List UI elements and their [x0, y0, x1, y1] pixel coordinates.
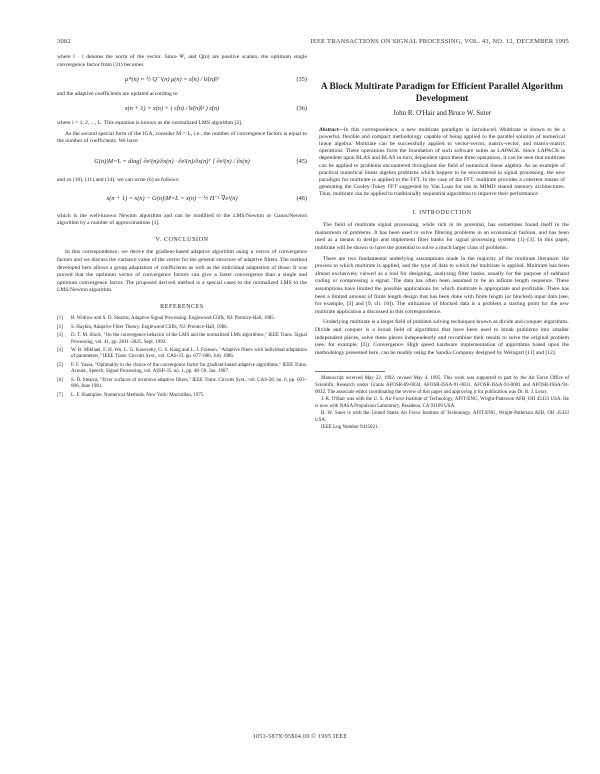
reference-number: [1] [57, 316, 63, 322]
paragraph: which is the well-known Newton algorithm and can be modified to the LMS/Newton or Gauss/Newton algorithm by a number of approximations [1]. [57, 212, 307, 227]
reference-text: S. D. Stearns, "Error surfaces of recursive adaptive filters," IEEE Trans. Circuits Syst., vol. CAS-28, no. 6, pp. 603–606, June 1981. [71, 377, 307, 390]
reference-text: L. F. Shampine, Numerical Methods. New York: Macmillan, 1975. [71, 392, 205, 398]
footnote: IEEE Log Number 9415021. [321, 425, 379, 431]
equation-body: x(n + 1) = x(n) − G(n)|M=L = x(n) − ½ H⁻¹ ∇e²(n) [106, 194, 238, 202]
footnote: J. R. O'Hair was with the U. S. Air Force Institute of Technology, AFIT/ENG, Wright-Patterson AFB, OH 45433 USA. He is now with NASA Propulsion Laboratory, Pasadena, CA 91109 USA. [315, 397, 569, 409]
section-heading-references: REFERENCES [160, 303, 204, 310]
reference-item [57, 333, 307, 346]
equation-36 [57, 105, 307, 113]
reference-number: [7] [57, 392, 63, 398]
reference-item [57, 325, 307, 332]
footnotes [315, 376, 569, 432]
copyright-footer: 1053-587X/95$04.00 © 1995 IEEE [252, 734, 348, 740]
reference-number: [6] [57, 377, 63, 383]
reference-text: W. B. Mikhael, F. H. Wu, L. G. Kazovsky, G. S. Kang and L. J. Fransen, "Adaptive filters with individual adaptation of parameters," IEEE Trans. Circuits Syst., vol. CAS-33, pp. 677–686, July 1986. [71, 347, 307, 360]
right-column [315, 54, 569, 433]
reference-text: D. T. M. Slock, "On the convergence behavior of the LMS and the normalized LMS algorithms," IEEE Trans. Signal Processing, vol. 41, pp. 2811–2825, Sept. 1993. [71, 332, 307, 345]
reference-number: [2] [57, 324, 63, 330]
reference-item [57, 393, 307, 400]
reference-text: S. Haykin, Adaptive Filter Theory. Englewood Cliffs, NJ: Prentice-Hall, 1986. [71, 324, 228, 330]
abstract-text: In this correspondence, a new multirate paradigm is introduced. Multirate is shown to be a powerful, flexible and compact methodology capable of being applied to the parallel solution of numerical linear algebra. Multirate can be successfully applied to vector-vector, matrix-vector, and matrix-matrix operations. These operations form the foundation of such software suites as LAPACK. Since LAPACK is dependent upon BLAS and BLAS in turn, dependent upon these three operations, it can be seen that multirate can be applied to problems encountered throughout the field of numerical linear algebra. As an example of practical numerical linear algebra problems which happen to be encountered in signal processing, the new paradigm for multirate is applied to the FFT. In the case of the FFT, multirate provides a coherent means of generating the Cooley-Tukey FFT suggested by Van Loan for use in MIMD shared memory architectures. Thus, multirate can be applied to traditionally sequential algorithms to improve their performance. [319, 126, 565, 198]
footnote: Manuscript received May 22, 1992; revised May 4, 1995. This work was supported in part by the Air Force Office of Scientific Research under Grants AFOSR-89-0034, AFOSR-ISSA-91-0031, AFOSR-ISSA-93-0001 and AFOSR-ISSA-94-0032. The associate editor coordinating the review of this paper and approving it for publication was Dr. R. J. Leary. [315, 376, 569, 395]
paragraph: and so (10), (11) and (14), we can write (6) as follows: [57, 177, 180, 184]
section-heading-introduction: I. INTRODUCTION [412, 209, 472, 216]
reference-item [57, 363, 307, 376]
reference-text: B. Widrow and S. D. Stearns, Adaptive Signal Processing. Englewood Cliffs, NJ: Prentice-Hall, 1985. [71, 316, 276, 322]
reference-item [57, 378, 307, 391]
abstract [319, 127, 565, 199]
reference-item [57, 348, 307, 361]
reference-number: [5] [57, 362, 63, 368]
page-number: 3082 [57, 38, 71, 45]
equation-number: (46) [296, 194, 307, 202]
equation-number: (45) [296, 157, 307, 165]
reference-number: [3] [57, 332, 63, 338]
paragraph: Underlying multirate is a larger field of problem solving techniques known as divide and conquer algorithms. Divide and conquer is a broad field of algorithms that have been used to break problems into smaller independent pieces, solve these pieces independently and recombine their results to solve the original problem (see, for example, [2]). Convergence. High speed hardware implementation of algorithms based upon the methodology presented here, can be readily using the Sandia Company designed by Weingart [11] and [12]. [315, 319, 569, 356]
reference-number: [4] [57, 347, 63, 353]
article-title: A Block Multirate Paradigm for Efficient Parallel Algorithm Development [320, 82, 564, 104]
equation-number: (35) [296, 76, 307, 84]
journal-running-header: IEEE TRANSACTIONS ON SIGNAL PROCESSING, VOL. 43, NO. 12, DECEMBER 1995 [310, 38, 569, 45]
paragraph: The field of multirate signal processing, while rich in its potential, has sometimes found itself in the mainstream of problems. It has been used to solve filtering problems in an economical fashion, and has been used as a means to design and implement filter banks for signal processing systems [1]–[3]. In this paper, multirate will be shown to have the potential to solve a much larger class of problems. [315, 222, 569, 251]
reference-text: F. F. Yassa, "Optimality in the choice of the convergence factor for gradient-based adaptive algorithms," IEEE Trans. Acoust., Speech, Signal Processing, vol. ASSP-35, no. 1, pp. 48–59, Jan. 1987. [71, 362, 307, 375]
footnote: B. W. Suter is with the United States Air Force Institute of Technology, AFIT/ENG, Wright-Patterson AFB, OH 45433 USA. [315, 411, 569, 423]
paragraph: In this correspondence, we derive the gradient-based adaptive algorithm using a vector of convergence factors and we discuss the variance value of the vector for the general structure of adaptive filters. The method developed here allows a group adaptation of coefficients as well as the individual adaptation of those. It was proved that the optimum vector of convergence factors can give a faster convergence than a single and optimum convergence factor. The proposed derived method is a special cases to the normalized LMS to the LMS/Newton algorithm. [57, 249, 307, 294]
left-column [57, 54, 307, 401]
article-authors: John R. O'Hair and Bruce W. Suter [392, 109, 492, 117]
equation-number: (36) [296, 105, 307, 113]
equation-45 [57, 158, 307, 166]
section-heading-conclusion: V. CONCLUSION [155, 236, 209, 243]
equation-body: x(n + 1) = x(n) + ( ε̃(n) / ‖ε̄(n)‖² ) ε̄(n) [124, 105, 220, 113]
reference-list [57, 316, 307, 399]
equation-35 [57, 76, 307, 84]
paragraph: where ‖ · ‖ denotes the norm of the vector. Since Ψ̄₁ and Q(n) are positive scalars, the optimum single convergence factor from (31) becomes [57, 54, 307, 68]
paragraph: where i = 1, 2, ..., L. This equation is known as the normalized LMS algorithm [2]. [57, 119, 243, 126]
footnote-divider [315, 371, 385, 372]
paragraph: There are two fundamental underlying assumptions made in the majority of the multirate literature: the process to which multirate is applied, and the type of data to which the multirate is applied. Multirate has been almost exclusively viewed as a tool for designing, analyzing filter banks, usually for the purpose of subband coding or compressing a signal. The data has often been assumed to be an infinite length sequence. These assumptions have limited the possible applications for which multirate is appropriate and profitable. There has been a limited amount of finite length design that has been done with finite length (or blocked) input data (see, for example, [3] and [9, ch. 10]). The utilization of blocked data is a problem a starting point for the new multirate application a discussed in this correspondence. [315, 255, 569, 315]
equation-body: G(n)|M=L = diag[ ∂e²(n)/∂x(n) · ∂e²(n)/∂x(n)ᵀ ] ∂e²(n) / ∂x(n) [94, 157, 250, 165]
paragraph: As the second special form of the IGA, consider M = L, i.e., the number of convergence factors is equal to the number of coefficients. We have [57, 130, 307, 145]
reference-item [57, 316, 307, 323]
equation-body: μ*(n) = ½ Q⁻¹(n) μ(n) = ε̃(n) / ‖ε̄(n)‖² [125, 76, 219, 84]
paragraph: and the adaptive coefficients are updated according to [57, 90, 178, 97]
equation-46 [57, 195, 307, 203]
abstract-label: Abstract— [319, 126, 344, 133]
